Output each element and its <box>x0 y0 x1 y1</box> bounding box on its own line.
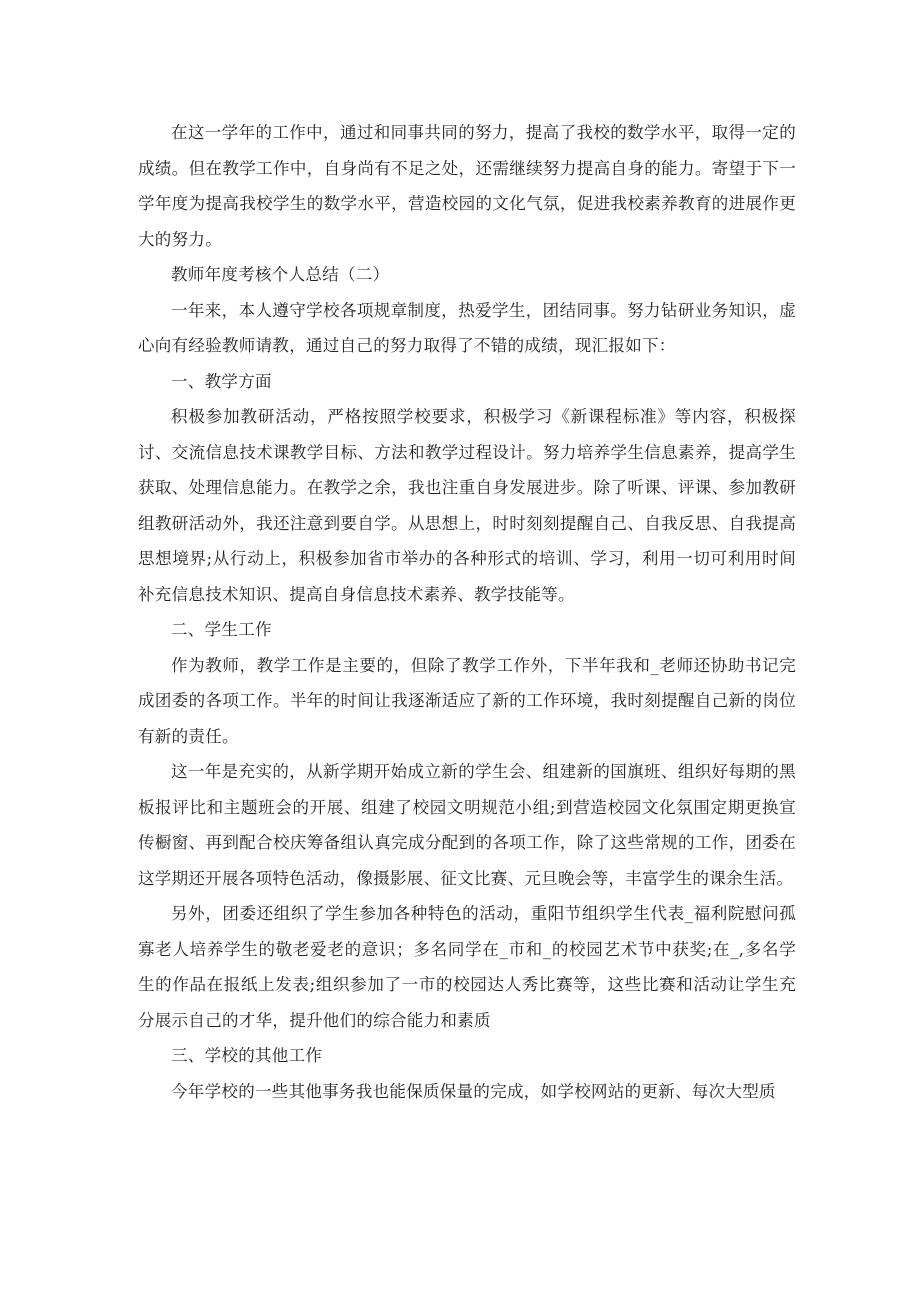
heading-other-work: 三、学校的其他工作 <box>171 1046 323 1065</box>
paragraph-intro: 一年来，本人遵守学校各项规章制度，热爱学生，团结同事。努力钻研业务知识，虚心向有经验教师请教，通过自己的努力取得了不错的成绩，现汇报如下： <box>138 300 796 355</box>
paragraph-other-work: 今年学校的一些其他事务我也能保质保量的完成，如学校网站的更新、每次大型质 <box>171 1081 776 1101</box>
paragraph-activities: 这一年是充实的，从新学期开始成立新的学生会、组建新的国旗班、组织好每期的黑板报评比和主题班会的开展、组建了校园文明规范小组;到营造校园文化氛围定期更换宣传橱窗、再到配合校庆筹备组认真完成分配到的各项工作，除了这些常规的工作，团委在这学期还开展各项特色活动，像摄影展、征文比赛、元旦晚会等，丰富学生的课余生活。 <box>138 762 796 888</box>
heading-teaching: 一、教学方面 <box>171 371 272 391</box>
paragraph-teaching: 积极参加教研活动，严格按照学校要求，积极学习《新课程标准》等内容，积极探讨、交流信息技术课教学目标、方法和教学过程设计。努力培养学生信息素养，提高学生获取、处理信息能力。在教学之余，我也注重自身发展进步。除了听课、评课、参加教研组教研活动外，我还注意到要自学。从思想上，时时刻刻提醒自己、自我反思、自我提高思想境界;从行动上，积极参加省市举办的各种形式的培训、学习，利用一切可利用时间补充信息技术知识、提高自身信息技术素养、教学技能等。 <box>138 407 796 604</box>
paragraph-closing-summary: 在这一学年的工作中，通过和同事共同的努力，提高了我校的数学水平，取得一定的成绩。但在教学工作中，自身尚有不足之处，还需继续努力提高自身的能力。寄望于下一学年度为提高我校学生的数学水平，营造校园的文化气氛，促进我校素养教育的进展作更大的努力。 <box>138 123 796 249</box>
section-title-summary-two: 教师年度考核个人总结（二） <box>171 265 390 284</box>
document-body <box>138 115 796 1109</box>
paragraph-student-work: 作为教师，教学工作是主要的，但除了教学工作外，下半年我和_老师还协助书记完成团委的各项工作。半年的时间让我逐渐适应了新的工作环境，我时刻提醒自己新的岗位有新的责任。 <box>138 655 796 746</box>
paragraph-special-events: 另外，团委还组织了学生参加各种特色的活动，重阳节组织学生代表_福利院慰问孤寡老人培养学生的敬老爱老的意识；多名同学在_市和_的校园艺术节中获奖;在_,多名学生的作品在报纸上发表;组织参加了一市的校园达人秀比赛等，这些比赛和活动让学生充分展示自己的才华，提升他们的综合能力和素质 <box>138 904 796 1030</box>
heading-student-work: 二、学生工作 <box>171 620 272 639</box>
